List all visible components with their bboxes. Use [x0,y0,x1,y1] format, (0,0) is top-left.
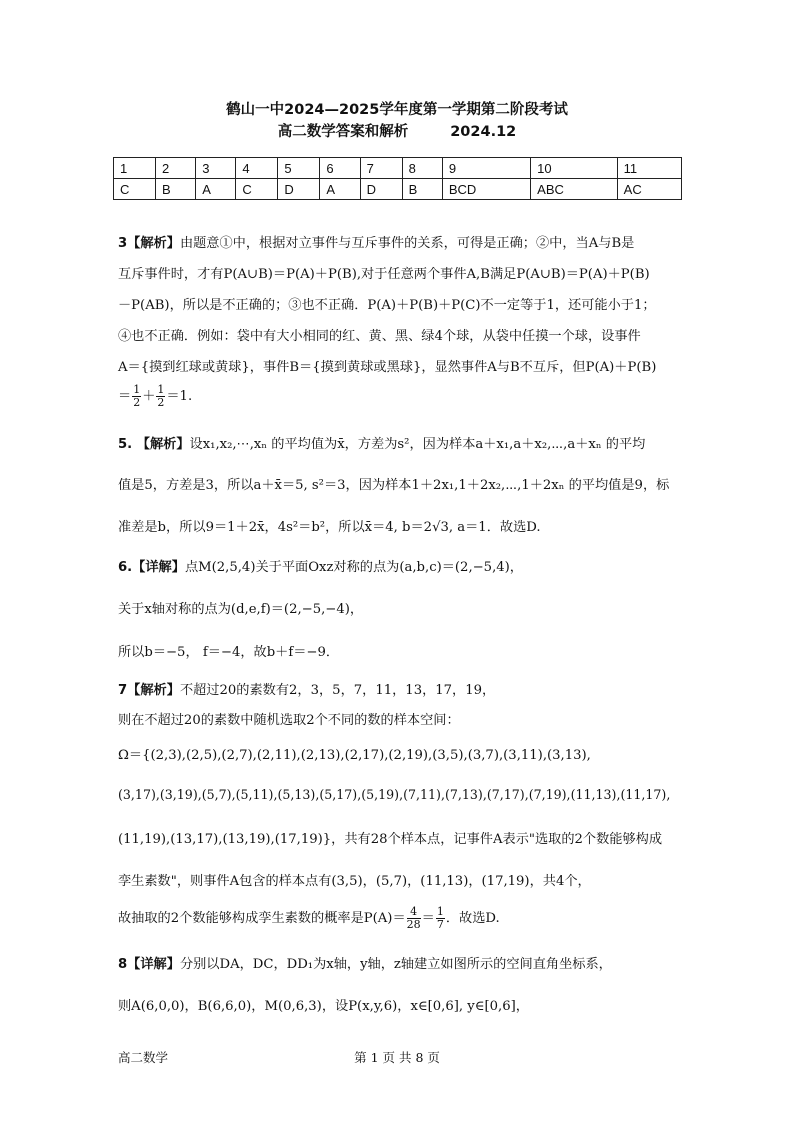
q7-conclusion: ．故选D. [445,911,500,926]
table-cell: 1 [114,158,156,179]
fraction-numerator: 1 [157,383,165,396]
q6-text: 点M(2,5,4)关于平面Oxz对称的点为(a,b,c)＝(2,−5,4)， [184,560,523,575]
fraction-numerator: 1 [436,905,444,918]
table-cell: D [360,179,402,200]
table-cell: ABC [531,179,618,200]
answer-table-numbers-row [114,158,682,179]
q3-eq: ＝ [118,389,132,404]
exam-title: 鹤山一中2024—2025学年度第一学期第二阶段考试 [226,102,568,118]
q7-eq: ＝ [421,911,435,926]
exam-date: 2024.12 [450,124,517,140]
table-cell: AC [617,179,681,200]
q7-line-3: Ω＝{(2,3),(2,5),(2,7),(2,11),(2,13),(2,17),(2,19),(3,5),(3,7),(3,11),(3,13), [118,748,591,763]
q3-line-5: A＝{摸到红球或黄球}，事件B＝{摸到黄球或黑球}，显然事件A与B不互斥，但P(A)＋P(B) [118,360,657,375]
table-cell: 8 [402,158,442,179]
table-cell: 2 [156,158,196,179]
table-cell: 7 [360,158,402,179]
q3-line-6 [118,384,688,409]
footer-page-number: 第 1 页 共 8 页 [354,1050,440,1065]
q7-label: 7【解析】 [118,683,180,698]
table-cell: 11 [617,158,681,179]
table-cell: B [156,179,196,200]
fraction-denominator: 2 [133,396,141,409]
q8-text: 分别以DA，DC，DD₁为x轴，y轴，z轴建立如图所示的空间直角坐标系， [179,957,612,972]
fraction [156,384,165,409]
q6-line-3: 所以b＝−5， f＝−4，故b＋f＝−9． [118,645,340,660]
q3-label: 3【解析】 [118,236,180,251]
q3-line-1 [118,232,688,251]
q7-line-1 [118,679,688,698]
q7-text: 不超过20的素数有2，3，5，7，11，13，17，19， [179,683,496,698]
q3-text: 由题意①中，根据对立事件与互斥事件的关系，可得是正确；②中，当A与B是 [179,236,635,251]
fraction-numerator: 4 [407,906,421,919]
fraction-denominator: 7 [436,918,444,931]
q8-line-1 [118,953,688,972]
table-cell: C [236,179,278,200]
table-cell: 4 [236,158,278,179]
q8-label: 8【详解】 [118,957,180,972]
table-cell: B [402,179,442,200]
fraction [132,384,141,409]
q3-result: ＝1. [166,389,193,404]
fraction-denominator: 2 [157,396,165,409]
table-cell: A [196,179,236,200]
table-cell: BCD [442,179,530,200]
q7-prob-text: 故抽取的2个数能够构成孪生素数的概率是P(A)＝ [118,911,406,926]
q5-line-2: 值是5，方差是3，所以a＋x̄＝5, s²＝3，因为样本1＋2x₁,1＋2x₂,⋯,1＋2xₙ 的平均值是9，标 [118,478,670,493]
q7-line-2: 则在不超过20的素数中随机选取2个不同的数的样本空间： [118,713,460,728]
q5-text: 设x₁,x₂,⋯,xₙ 的平均值为x̄，方差为s²，因为样本a＋x₁,a＋x₂,⋯,a＋xₙ 的平均 [189,437,646,452]
table-cell: 3 [196,158,236,179]
q6-label: 6.【详解】 [118,560,185,575]
table-cell: 10 [531,158,618,179]
answer-table [113,157,682,200]
q6-line-1 [118,556,688,575]
q5-line-1 [118,433,688,452]
q3-line-4: ④也不正确．例如：袋中有大小相同的红、黄、黑、绿4个球，从袋中任摸一个球，设事件 [118,329,641,344]
exam-subtitle [0,120,794,141]
q6-line-2: 关于x轴对称的点为(d,e,f)＝(2,−5,−4)， [118,602,364,617]
fraction [407,906,421,931]
q5-line-3: 准差是b，所以9＝1＋2x̄，4s²＝b²，所以x̄＝4, b＝2√3, a＝1．故选D. [118,520,541,535]
fraction [436,906,445,931]
footer-subject: 高二数学 [118,1050,169,1065]
q3-plus: ＋ [142,389,156,404]
subtitle-text: 高二数学答案和解析 [277,124,409,140]
q8-line-2: 则A(6,0,0)，B(6,6,0)，M(0,6,3)，设P(x,y,6)，x∈[0,6], y∈[0,6]， [118,999,529,1014]
q7-line-6: 孪生素数"，则事件A包含的样本点有(3,5)，(5,7)，(11,13)，(17,19)，共4个， [118,874,591,889]
q3-line-3: －P(AB)，所以是不正确的；③也不正确．P(A)＋P(B)＋P(C)不一定等于1，还可能小于1； [118,298,656,313]
table-cell: D [278,179,320,200]
fraction-denominator: 28 [406,918,421,931]
table-cell: C [114,179,156,200]
q5-label: 5. 【解析】 [118,437,190,452]
table-cell: 6 [320,158,360,179]
fraction-numerator: 1 [133,383,141,396]
table-cell: 9 [442,158,530,179]
answer-table-answers-row [114,179,682,200]
q7-line-5: (11,19),(13,17),(13,19),(17,19)}，共有28个样本点，记事件A表示"选取的2个数能够构成 [118,832,663,847]
q7-line-7 [118,906,688,931]
q3-line-2: 互斥事件时，才有P(A∪B)＝P(A)＋P(B),对于任意两个事件A,B满足P(A∪B)＝P(A)＋P(B) [118,267,650,282]
table-cell: 5 [278,158,320,179]
table-cell: A [320,179,360,200]
q7-line-4: (3,17),(3,19),(5,7),(5,11),(5,13),(5,17),(5,19),(7,11),(7,13),(7,17),(7,19),(11,13),(11,17), [118,787,671,802]
